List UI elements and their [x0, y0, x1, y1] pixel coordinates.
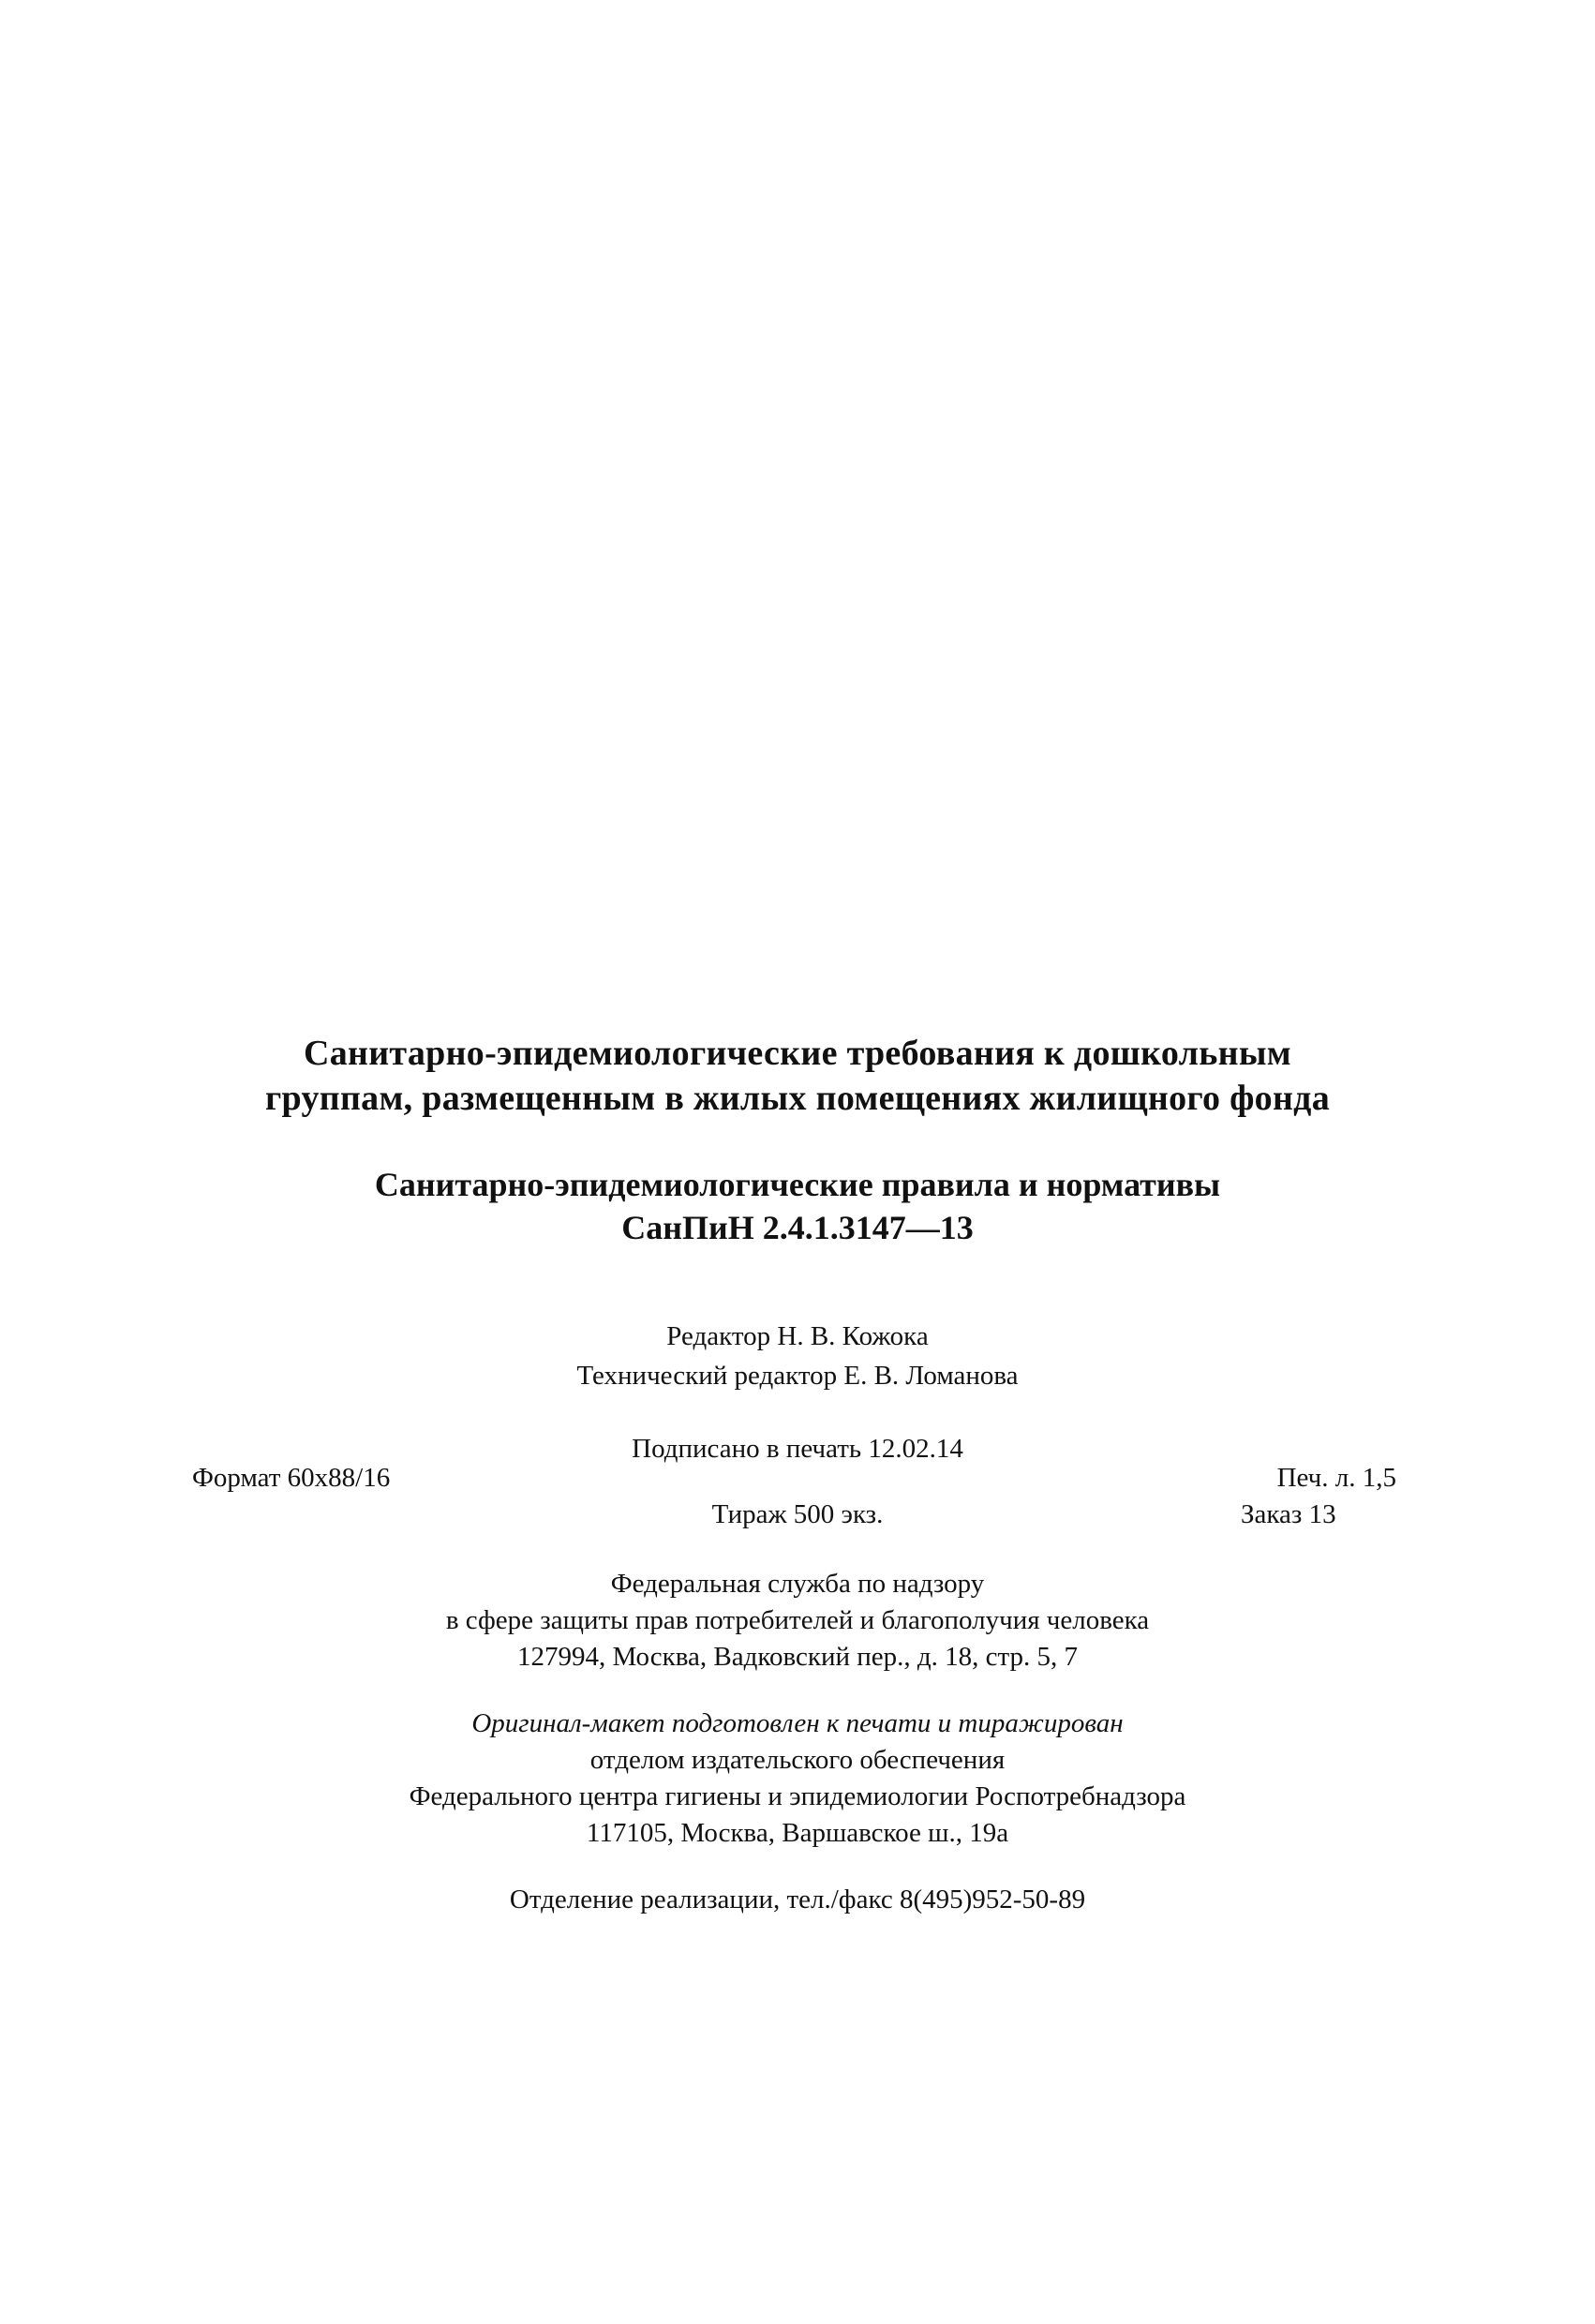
printer-line-1: Оригинал-макет подготовлен к печати и тиражирован: [471, 1708, 1124, 1738]
publisher-line-2: в сфере защиты прав потребителей и благополучия человека: [445, 1605, 1150, 1635]
printer-address: 117105, Москва, Варшавское ш., 19а: [586, 1818, 1009, 1848]
subtitle-line-2: СанПиН 2.4.1.3147—13: [621, 1209, 974, 1246]
printer-line-3: Федерального центра гигиены и эпидемиологии Роспотребнадзора: [409, 1781, 1186, 1811]
sales-contact: Отделение реализации, тел./факс 8(495)952-50-89: [509, 1885, 1086, 1914]
subtitle-line-1: Санитарно-эпидемиологические правила и нормативы: [374, 1166, 1221, 1203]
print-sheets-text: Печ. л. 1,5: [1276, 1463, 1396, 1493]
publisher-address: 127994, Москва, Вадковский пер., д. 18, стр. 5, 7: [516, 1642, 1079, 1672]
signed-to-print: Подписано в печать 12.02.14: [632, 1434, 963, 1464]
title-line-1: Санитарно-эпидемиологические требования к дошкольным: [304, 1034, 1291, 1073]
publisher-line-1: Федеральная служба по надзору: [610, 1569, 985, 1599]
printer-line-2: отделом издательского обеспечения: [589, 1745, 1006, 1775]
editor-line: Редактор Н. В. Кожока: [666, 1321, 929, 1351]
tech-editor-line: Технический редактор Е. В. Ломанова: [576, 1361, 1019, 1391]
order-text: Заказ 13: [1241, 1499, 1336, 1529]
circulation-text: Тираж 500 экз.: [711, 1499, 884, 1529]
format-text: Формат 60x88/16: [192, 1463, 391, 1493]
title-line-2: группам, размещенным в жилых помещениях жилищного фонда: [265, 1079, 1330, 1118]
